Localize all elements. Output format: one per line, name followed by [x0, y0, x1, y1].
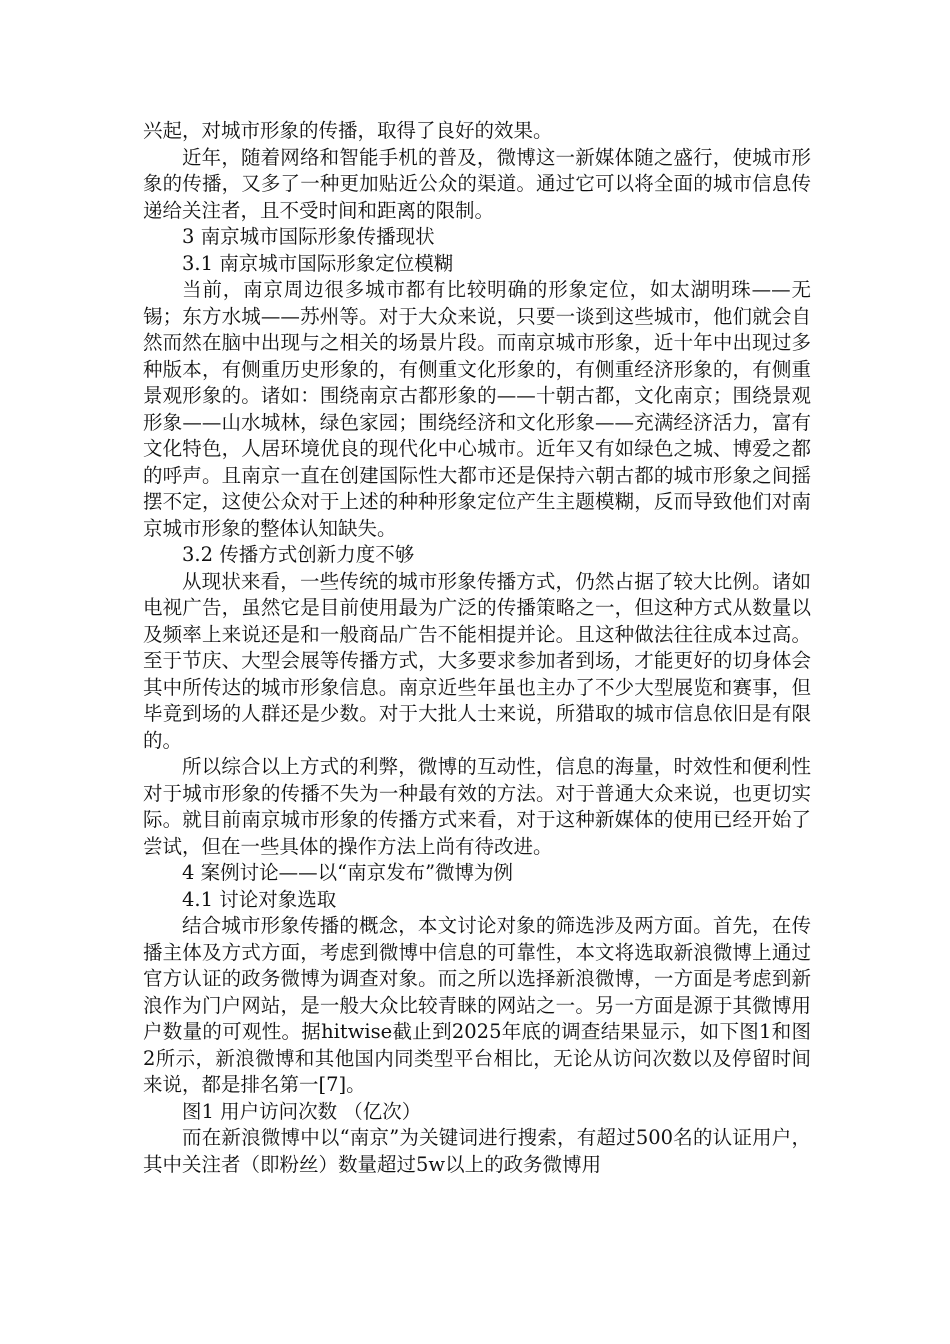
document-page [143, 118, 811, 1178]
section-heading-3-2: 3.2 传播方式创新力度不够 [182, 543, 415, 566]
section-heading-4: 4 案例讨论——以“南京发布”微博为例 [182, 861, 514, 884]
section-heading-3: 3 南京城市国际形象传播现状 [182, 225, 435, 248]
paragraph-weibo-rise: 近年，随着网络和智能手机的普及，微博这一新媒体随之盛行，使城市形象的传播，又多了一种更加贴近公众的渠道。通过它可以将全面的城市信息传递给关注者，且不受时间和距离的限制。 [143, 145, 811, 222]
section-heading-4-1: 4.1 讨论对象选取 [182, 887, 337, 911]
paragraph-weibo-advantages: 所以综合以上方式的利弊，微博的互动性，信息的海量，时效性和便利性对于城市形象的传播不失为一种最有效的方法。对于普通大众来说，也更切实际。就目前南京城市形象的传播方式来看，对于这种新媒体的使用已经开始了尝试，但在一些具体的操作方法上尚有待改进。 [143, 755, 811, 858]
section-heading-3-1: 3.1 南京城市国际形象定位模糊 [182, 251, 454, 275]
paragraph-traditional-methods: 从现状来看，一些传统的城市形象传播方式，仍然占据了较大比例。诸如电视广告，虽然它是目前使用最为广泛的传播策略之一，但这种方式从数量以及频率上来说还是和一般商品广告不能相提并论。且这种做法往往成本过高。至于节庆、大型会展等传播方式，大多要求参加者到场，才能更好的切身体会其中所传达的城市形象信息。南京近些年虽也主办了不少大型展览和赛事，但毕竟到场的人群还是少数。对于大批人士来说，所猎取的城市信息依旧是有限的。 [143, 569, 811, 752]
paragraph-continuation: 兴起，对城市形象的传播，取得了良好的效果。 [143, 119, 553, 142]
paragraph-object-selection: 结合城市形象传播的概念，本文讨论对象的筛选涉及两方面。首先，在传播主体及方式方面，考虑到微博中信息的可靠性，本文将选取新浪微博上通过官方认证的政务微博为调查对象。而之所以选择新浪微博，一方面是考虑到新浪作为门户网站，是一般大众比较青睐的网站之一。另一方面是源于其微博用户数量的可观性。据hitwise截止到2025年底的调查结果显示，如下图1和图2所示，新浪微博和其他国内同类型平台相比，无论从访问次数以及停留时间来说，都是排名第一[7]。 [143, 914, 811, 1096]
paragraph-image-positioning: 当前，南京周边很多城市都有比较明确的形象定位，如太湖明珠——无锡；东方水城——苏州等。对于大众来说，只要一谈到这些城市，他们就会自然而然在脑中出现与之相关的场景片段。而南京城市形象，近十年中出现过多种版本，有侧重历史形象的，有侧重文化形象的，有侧重经济形象的，有侧重景观形象的。诸如：围绕南京古都形象的——十朝古都，文化南京；围绕景观形象——山水城林，绿色家园；围绕经济和文化形象——充满经济活力，富有文化特色，人居环境优良的现代化中心城市。近年又有如绿色之城、博爱之都的呼声。且南京一直在创建国际性大都市还是保持六朝古都的城市形象之间摇摆不定，这使公众对于上述的种种形象定位产生主题模糊，反而导致他们对南京城市形象的整体认知缺失。 [143, 278, 811, 540]
paragraph-search-results: 而在新浪微博中以“南京”为关键词进行搜索，有超过500名的认证用户，其中关注者（即粉丝）数量超过5w以上的政务微博用 [143, 1126, 811, 1176]
figure-caption-1: 图1 用户访问次数 （亿次） [182, 1099, 422, 1123]
